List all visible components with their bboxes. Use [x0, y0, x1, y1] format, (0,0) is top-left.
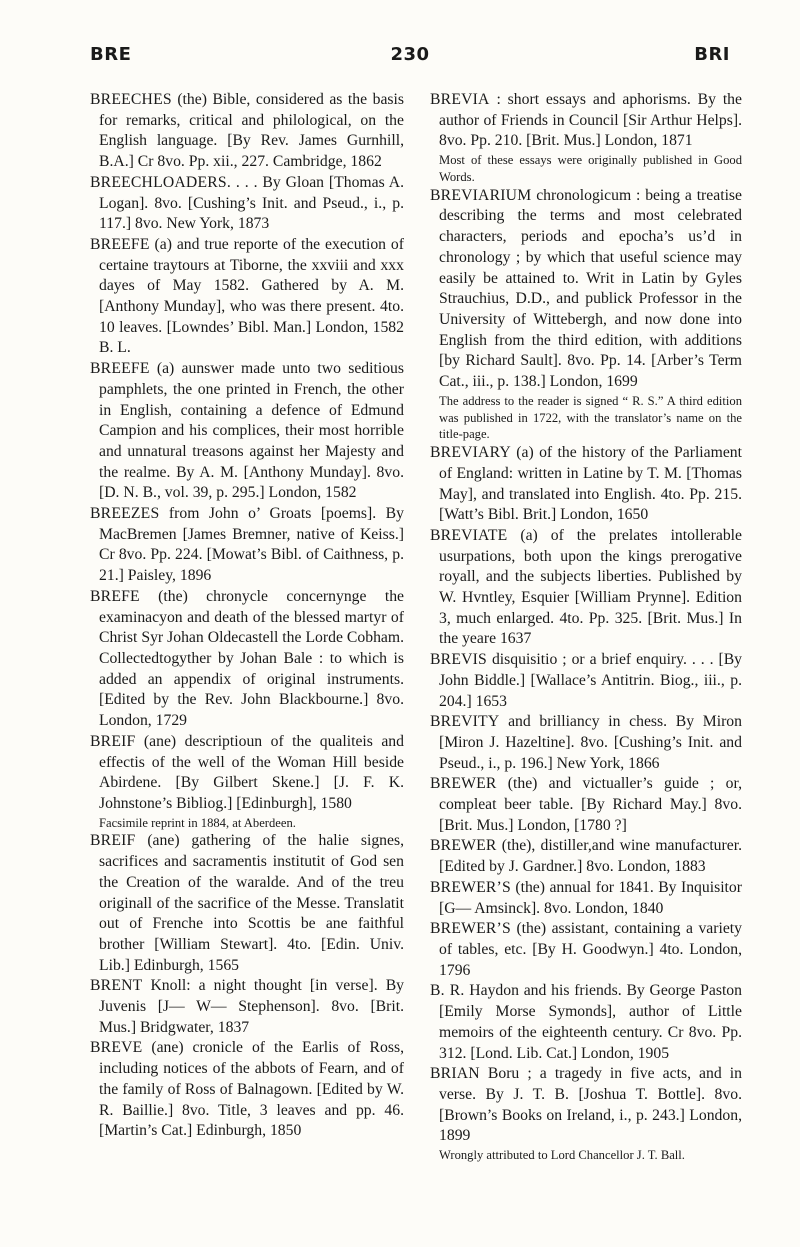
bibliography-entry [90, 976, 404, 1038]
entry-headword: BREEZES [90, 505, 160, 523]
entry-text: (ane) cronicle of the Earlis of Ross, including notices of the abbots of Fearn, and of the family of Ross of Balnagown. [Edited by W. R. Baillie.] 8vo. Title, 3 leaves and pp. 46. [Martin’s Cat.] Edinburgh, 1850 [99, 1039, 404, 1140]
entry-headword: BREVIA [430, 91, 490, 108]
entry-text: (ane) gathering of the halie signes, sacrifices and sacramentis institutit of God sen the Creation of the waralde. And of the treu originall of the sacrifice of the Messe. Translatit out of Frenche into Scottis be ane faithful brother [William Stewart]. 4to. [Edin. Univ. Lib.] Edinburgh, 1565 [99, 832, 404, 974]
entry-text: (a) of the history of the Parliament of England: written in Latine by T. M. [Thomas May], and translated into English. 4to. Pp. 215. [Watt’s Bibl. Brit.] London, 1650 [439, 444, 742, 524]
bibliography-entry [90, 587, 404, 732]
entry-text: Knoll: a night thought [in verse]. By Juvenis [J— W— Stephenson]. 8vo. [Brit. Mus.] Bridgwater, 1837 [99, 977, 404, 1036]
bibliography-entry [430, 712, 742, 774]
entry-note: Facsimile reprint in 1884, at Aberdeen. [99, 815, 296, 830]
bibliography-entry [90, 831, 404, 976]
entry-headword: BREVE [90, 1039, 143, 1057]
entry-text: (a) and true reporte of the execution of certaine traytours at Tiborne, the xxviii and xxx dayes of May 1582. Gathered by A. M. [Anthony Munday], who was there present. 4to. 10 leaves. [Lowndes’ Bibl. Man.] London, 1582 B. L. [99, 235, 404, 357]
entry-headword: BREIF [90, 832, 136, 850]
entry-text: disquisitio ; or a brief enquiry. . . . [By John Biddle.] [Wallace’s Antitrin. Biog., iii., p. 204.] 1653 [439, 651, 742, 710]
entry-headword: B. R. [430, 982, 465, 1000]
entry-text: (the) and victualler’s guide ; or, compleat beer table. [By Richard May.] 8vo. [Brit. Mus.] London, [1780 ?] [439, 775, 742, 834]
entry-text: (the) Bible, considered as the basis for remarks, critical and philological, on the English language. [By Rev. James Gurnhill, B.A.] Cr 8vo. Pp. xii., 227. Cambridge, 1862 [99, 91, 404, 171]
running-header [90, 44, 730, 74]
bibliography-entry [90, 90, 404, 173]
entry-headword: BREVITY [430, 713, 500, 731]
entry-text: chronologicum : being a treatise describing the terms and most celebrated characters, periods and epocha’s us’d in chronology ; by which that useful science may easily be attained to. Writ in Latin by Gyles Strauchius, D.D., and publick Professor in the University of Wittebergh, and now done into English from the third edition, with additions [by Richard Sault]. 8vo. Pp. 14. [Arber’s Term Cat., iii., p. 138.] London, 1699 [439, 186, 742, 391]
bibliography-entry [430, 981, 742, 1064]
bibliography-entry [430, 526, 742, 650]
entry-headword: BREWER’S [430, 920, 511, 938]
entry-headword: BREWER [430, 775, 497, 793]
entry-headword: BRIAN [430, 1065, 480, 1083]
entry-headword: BREIF [90, 732, 136, 750]
bibliography-entry [430, 186, 742, 393]
entry-note: Most of these essays were originally published in Good Words. [439, 153, 742, 184]
entry-headword: BREWER [430, 837, 497, 855]
entry-text: . . . By Gloan [Thomas A. Logan]. 8vo. [Cushing’s Init. and Pseud., i., p. 117.] 8vo. New York, 1873 [99, 173, 404, 233]
entry-text: and brilliancy in chess. By Miron [Miron J. Hazeltine]. 8vo. [Cushing’s Init. and Pseud., i., p. 196.] New York, 1866 [439, 713, 742, 772]
entry-headword: BREVIS [430, 651, 487, 669]
entry-headword: BREVIARY [430, 444, 511, 462]
bibliography-entry [430, 919, 742, 981]
entry-headword: BREECHES [90, 91, 172, 108]
left-column [90, 90, 404, 1142]
entry-text: from John o’ Groats [poems]. By MacBremen [James Bremner, native of Keiss.] Cr 8vo. Pp. 224. [Mowat’s Bibl. of Caithness, p. 21.] Paisley, 1896 [99, 505, 404, 585]
bibliography-entry [90, 359, 404, 504]
entry-text: : short essays and aphorisms. By the author of Friends in Council [Sir Arthur Helps]. 8vo. Pp. 210. [Brit. Mus.] London, 1871 [439, 91, 742, 150]
entry-headword: BREWER’S [430, 878, 511, 896]
bibliography-entry [430, 650, 742, 712]
entry-text: (the), distiller,and wine manufacturer. [Edited by J. Gardner.] 8vo. London, 1883 [439, 837, 742, 876]
bibliography-entry [430, 1064, 742, 1147]
entry-text: Boru ; a tragedy in five acts, and in verse. By J. T. B. [Joshua T. Bottle]. 8vo. [Brown’s Books on Ireland, i., p. 243.] London, 1899 [439, 1065, 742, 1145]
bibliography-entry [90, 235, 404, 359]
bibliography-entry [430, 774, 742, 836]
bibliography-entry [430, 90, 742, 152]
entry-text: (the) chronycle concernynge the examinacyon and death of the blessed martyr of Christ Syr Johan Oldecastell the Lorde Cobham. Collectedtogyther by Johan Bale : to which is added an appendix of original instruments. [Edited by the Rev. John Blackbourne.] 8vo. London, 1729 [99, 587, 404, 730]
entry-headword: BREEFE [90, 235, 150, 253]
entry-text: (a) of the prelates intollerable usurpations, both upon the kings prerogative royall, and the subjects liberties. Published by W. Hvntley, Esquier [William Prynne]. Edition 3, much enlarged. 4to. Pp. 325. [Brit. Mus.] In the yeare 1637 [439, 526, 742, 648]
entry-text: (the) assistant, containing a variety of tables, etc. [By H. Goodwyn.] 4to. London, 1796 [439, 920, 742, 979]
entry-headword: BREVIATE [430, 526, 508, 544]
entry-note: The address to the reader is signed “ R. S.” A third edition was published in 1722, with the translator’s name on the title-page. [439, 393, 742, 442]
page-number: 230 [390, 44, 430, 65]
entry-headword: BREFE [90, 587, 140, 605]
entry-note: Wrongly attributed to Lord Chancellor J. T. Ball. [439, 1148, 685, 1163]
header-left-guide-word: BRE [90, 44, 132, 65]
entry-text: (ane) descriptioun of the qualiteis and effectis of the well of the Woman Hill beside Abirdene. [By Gilbert Skene.] [J. F. K. Johnstone’s Bibliog.] [Edinburgh], 1580 [99, 732, 404, 812]
entry-headword: BREECHLOADERS. [90, 173, 231, 191]
entry-text: Haydon and his friends. By George Paston [Emily Morse Symonds], author of Little memoirs of the eighteenth century. Cr 8vo. Pp. 312. [Lond. Lib. Cat.] London, 1905 [439, 982, 742, 1062]
bibliography-entry [90, 173, 404, 235]
header-right-guide-word: BRI [694, 44, 730, 65]
entry-headword: BREVIARIUM [430, 186, 532, 204]
bibliography-entry [90, 504, 404, 587]
entry-text: (the) annual for 1841. By Inquisitor [G— Amsinck]. 8vo. London, 1840 [439, 878, 742, 917]
entry-headword: BREEFE [90, 360, 150, 378]
entry-text: (a) aunswer made unto two seditious pamphlets, the one printed in French, the other in English, containing a defence of Edmund Campion and his complices, their most horrible and unnatural treasons against her Majesty and the realme. By A. M. [Anthony Munday]. 8vo. [D. N. B., vol. 39, p. 295.] London, 1582 [99, 360, 404, 502]
right-column [430, 90, 742, 1164]
bibliography-entry [430, 443, 742, 526]
bibliography-entry [90, 732, 404, 815]
bibliography-entry [90, 1038, 404, 1142]
entry-headword: BRENT [90, 977, 143, 995]
bibliography-entry [430, 836, 742, 877]
bibliography-entry [430, 878, 742, 919]
